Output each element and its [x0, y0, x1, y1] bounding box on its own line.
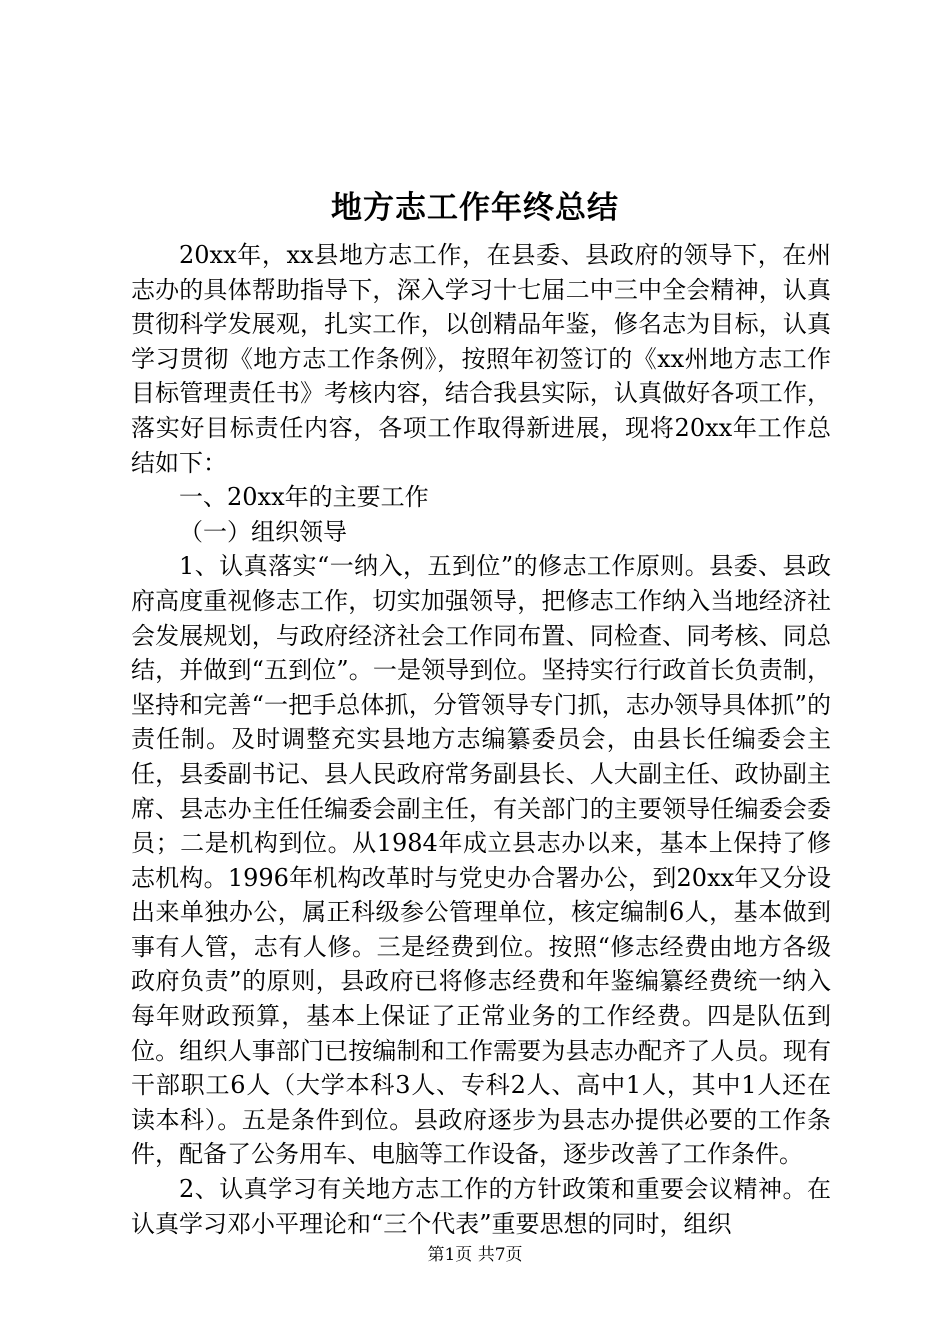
section-heading-main-work: 一、20xx年的主要工作	[179, 483, 429, 512]
page-number-footer: 第1页 共7页	[427, 1245, 523, 1265]
document-body	[131, 238, 831, 1241]
document-title: 地方志工作年终总结	[331, 190, 619, 226]
paragraph-item-2: 2、认真学习有关地方志工作的方针政策和重要会议精神。在认真学习邓小平理论和“三个代表”重要思想的同时，组织	[131, 1175, 831, 1238]
paragraph-item-1: 1、认真落实“一纳入，五到位”的修志工作原则。县委、县政府高度重视修志工作，切实加强领导，把修志工作纳入当地经济社会发展规划，与政府经济社会工作同布置、同检查、同考核、同总结，并做到“五到位”。一是领导到位。坚持实行行政首长负责制，坚持和完善“一把手总体抓，分管领导专门抓，志办领导具体抓”的责任制。及时调整充实县地方志编纂委员会，由县长任编委会主任，县委副书记、县人民政府常务副县长、人大副主任、政协副主席、县志办主任任编委会副主任，有关部门的主要领导任编委会委员；二是机构到位。从1984年成立县志办以来，基本上保持了修志机构。1996年机构改革时与党史办合署办公，到20xx年又分设出来单独办公，属正科级参公管理单位，核定编制6人，基本做到事有人管，志有人修。三是经费到位。按照“修志经费由地方各级政府负责”的原则，县政府已将修志经费和年鉴编纂经费统一纳入每年财政预算，基本上保证了正常业务的工作经费。四是队伍到位。组织人事部门已按编制和工作需要为县志办配齐了人员。现有干部职工6人（大学本科3人、专科2人、高中1人，其中1人还在读本科）。五是条件到位。县政府逐步为县志办提供必要的工作条件，配备了公务用车、电脑等工作设备，逐步改善了工作条件。	[131, 552, 831, 1169]
paragraph-intro: 20xx年，xx县地方志工作，在县委、县政府的领导下，在州志办的具体帮助指导下，深入学习十七届二中三中全会精神，认真贯彻科学发展观，扎实工作，以创精品年鉴，修名志为目标，认真学习贯彻《地方志工作条例》，按照年初签订的《xx州地方志工作目标管理责任书》考核内容，结合我县实际，认真做好各项工作，落实好目标责任内容，各项工作取得新进展，现将20xx年工作总结如下：	[131, 241, 831, 477]
subsection-heading-organization: （一）组织领导	[179, 517, 347, 546]
